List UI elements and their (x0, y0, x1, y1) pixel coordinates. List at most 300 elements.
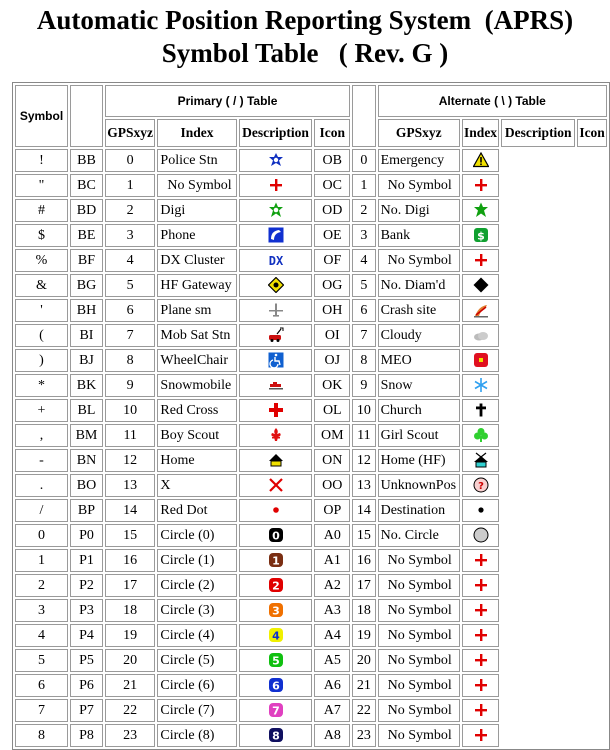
primary-description-cell: HF Gateway (157, 274, 236, 297)
alternate-description-cell: No Symbol (378, 624, 460, 647)
primary-description-cell: Circle (8) (157, 724, 236, 747)
primary-gpsxyz-cell: P6 (70, 674, 103, 697)
symbol-cell: 4 (15, 624, 68, 647)
primary-icon-cell (239, 674, 313, 697)
alternate-icon-cell (462, 399, 499, 422)
emergency-icon (473, 152, 489, 168)
alternate-index-cell: 15 (352, 524, 375, 547)
title-line-1: Automatic Position Reporting System (APRS) (36, 5, 574, 35)
alternate-index-cell: 14 (352, 499, 375, 522)
circle-8-icon (268, 727, 284, 743)
table-row (15, 524, 607, 547)
wheelchair-icon (268, 352, 284, 368)
symbol-cell: ! (15, 149, 68, 172)
table-row (15, 449, 607, 472)
symbol-cell: 5 (15, 649, 68, 672)
primary-index-cell: 21 (105, 674, 155, 697)
header-alternate-description: Description (501, 119, 575, 147)
primary-index-cell: 23 (105, 724, 155, 747)
alternate-description-cell: No Symbol (378, 599, 460, 622)
alternate-index-cell: 22 (352, 699, 375, 722)
alternate-icon-cell (462, 624, 499, 647)
snowmobile-icon (268, 377, 284, 393)
primary-gpsxyz-cell: P2 (70, 574, 103, 597)
alternate-index-cell: 17 (352, 574, 375, 597)
primary-gpsxyz-cell: BG (70, 274, 103, 297)
table-row (15, 549, 607, 572)
alternate-icon-cell (462, 449, 499, 472)
table-row (15, 299, 607, 322)
table-row (15, 224, 607, 247)
table-row (15, 274, 607, 297)
primary-description-cell: Plane sm (157, 299, 236, 322)
alternate-icon-cell (462, 674, 499, 697)
primary-gpsxyz-cell: P4 (70, 624, 103, 647)
alternate-gpsxyz-cell: A3 (314, 599, 350, 622)
snow-icon (473, 377, 489, 393)
table-row (15, 374, 607, 397)
circle-0-icon (268, 527, 284, 543)
primary-index-cell: 18 (105, 599, 155, 622)
primary-gpsxyz-cell: P5 (70, 649, 103, 672)
alternate-description-cell: Crash site (378, 299, 460, 322)
alternate-gpsxyz-cell: OL (314, 399, 350, 422)
alternate-icon-cell (462, 599, 499, 622)
primary-gpsxyz-cell: P8 (70, 724, 103, 747)
primary-description-cell: No Symbol (157, 174, 236, 197)
table-row (15, 724, 607, 747)
table-row (15, 499, 607, 522)
page-title (0, 0, 610, 70)
primary-icon-cell (239, 174, 313, 197)
primary-index-cell: 3 (105, 224, 155, 247)
alternate-icon-cell (462, 349, 499, 372)
primary-index-cell: 19 (105, 624, 155, 647)
alternate-index-cell: 18 (352, 599, 375, 622)
alternate-gpsxyz-cell: OJ (314, 349, 350, 372)
svg-text:4: 4 (271, 629, 280, 643)
primary-index-cell: 5 (105, 274, 155, 297)
primary-icon-cell (239, 224, 313, 247)
primary-index-cell: 11 (105, 424, 155, 447)
alternate-description-cell: Bank (378, 224, 460, 247)
primary-index-cell: 0 (105, 149, 155, 172)
alternate-gpsxyz-cell: A6 (314, 674, 350, 697)
primary-index-cell: 10 (105, 399, 155, 422)
alternate-gpsxyz-cell: A7 (314, 699, 350, 722)
alternate-index-cell: 21 (352, 674, 375, 697)
primary-description-cell: Red Cross (157, 399, 236, 422)
primary-icon-cell (239, 449, 313, 472)
primary-icon-cell (239, 724, 313, 747)
alternate-index-cell: 7 (352, 324, 375, 347)
alternate-gpsxyz-cell: A8 (314, 724, 350, 747)
primary-gpsxyz-cell: BL (70, 399, 103, 422)
alternate-index-cell: 12 (352, 449, 375, 472)
primary-gpsxyz-cell: BF (70, 249, 103, 272)
alternate-icon-cell (462, 724, 499, 747)
police-station-icon (268, 152, 284, 168)
primary-icon-cell (239, 274, 313, 297)
primary-gpsxyz-cell: BH (70, 299, 103, 322)
table-row (15, 149, 607, 172)
primary-icon-cell (239, 649, 313, 672)
table-row (15, 174, 607, 197)
alternate-gpsxyz-cell: A4 (314, 624, 350, 647)
red-cross-icon (268, 402, 284, 418)
alternate-description-cell: Cloudy (378, 324, 460, 347)
primary-icon-cell (239, 149, 313, 172)
alternate-gpsxyz-cell: OP (314, 499, 350, 522)
primary-icon-cell (239, 499, 313, 522)
primary-gpsxyz-cell: BI (70, 324, 103, 347)
primary-description-cell: Red Dot (157, 499, 236, 522)
symbol-cell: , (15, 424, 68, 447)
header-alternate-table: Alternate ( \ ) Table (378, 85, 607, 117)
table-row (15, 699, 607, 722)
no-symbol-icon (473, 552, 489, 568)
alternate-description-cell: MEO (378, 349, 460, 372)
svg-text:$: $ (476, 229, 485, 243)
alternate-index-cell: 1 (352, 174, 375, 197)
primary-description-cell: Police Stn (157, 149, 236, 172)
no-symbol-icon (473, 627, 489, 643)
primary-gpsxyz-cell: BM (70, 424, 103, 447)
symbol-cell: & (15, 274, 68, 297)
table-row (15, 649, 607, 672)
no-symbol-icon (473, 677, 489, 693)
symbol-cell: ) (15, 349, 68, 372)
diamond-icon (473, 277, 489, 293)
svg-text:7: 7 (271, 704, 280, 718)
svg-text:5: 5 (271, 654, 280, 668)
primary-description-cell: Circle (2) (157, 574, 236, 597)
alternate-index-cell: 23 (352, 724, 375, 747)
mobile-satellite-icon (268, 327, 284, 343)
home-icon (268, 452, 284, 468)
symbol-cell: * (15, 374, 68, 397)
symbol-cell: 6 (15, 674, 68, 697)
header-primary-table: Primary ( / ) Table (105, 85, 350, 117)
table-row (15, 349, 607, 372)
symbol-table-container (12, 82, 610, 750)
header-primary-icon: Icon (314, 119, 350, 147)
primary-index-cell: 2 (105, 199, 155, 222)
no-symbol-icon (473, 177, 489, 193)
bank-icon (473, 227, 489, 243)
table-row (15, 574, 607, 597)
alternate-gpsxyz-cell: OM (314, 424, 350, 447)
primary-gpsxyz-cell: P3 (70, 599, 103, 622)
table-row (15, 199, 607, 222)
no-symbol-icon (473, 702, 489, 718)
alternate-index-cell: 0 (352, 149, 375, 172)
alternate-gpsxyz-cell: ON (314, 449, 350, 472)
phone-icon (268, 227, 284, 243)
alternate-index-cell: 4 (352, 249, 375, 272)
alternate-description-cell: No. Digi (378, 199, 460, 222)
alternate-icon-cell (462, 324, 499, 347)
symbol-cell: - (15, 449, 68, 472)
primary-description-cell: Circle (4) (157, 624, 236, 647)
no-symbol-icon (268, 177, 284, 193)
primary-description-cell: WheelChair (157, 349, 236, 372)
alternate-gpsxyz-cell: OD (314, 199, 350, 222)
alternate-icon-cell (462, 224, 499, 247)
table-row (15, 474, 607, 497)
header-primary-description: Description (239, 119, 313, 147)
alternate-icon-cell (462, 374, 499, 397)
primary-gpsxyz-cell: BK (70, 374, 103, 397)
alternate-icon-cell (462, 574, 499, 597)
alternate-description-cell: No Symbol (378, 549, 460, 572)
alternate-description-cell: Destination (378, 499, 460, 522)
alternate-icon-cell (462, 649, 499, 672)
meo-icon (473, 352, 489, 368)
symbol-cell: % (15, 249, 68, 272)
alternate-gpsxyz-cell: OF (314, 249, 350, 272)
symbol-cell: . (15, 474, 68, 497)
alternate-description-cell: No. Diam'd (378, 274, 460, 297)
primary-icon-cell (239, 599, 313, 622)
primary-description-cell: Circle (7) (157, 699, 236, 722)
symbol-cell: 0 (15, 524, 68, 547)
alternate-description-cell: Home (HF) (378, 449, 460, 472)
no-digi-icon (473, 202, 489, 218)
primary-index-cell: 7 (105, 324, 155, 347)
alternate-description-cell: Snow (378, 374, 460, 397)
primary-index-cell: 4 (105, 249, 155, 272)
alternate-gpsxyz-cell: OH (314, 299, 350, 322)
circle-6-icon (268, 677, 284, 693)
table-row (15, 399, 607, 422)
primary-description-cell: X (157, 474, 236, 497)
table-row (15, 599, 607, 622)
primary-index-cell: 22 (105, 699, 155, 722)
table-row (15, 424, 607, 447)
alternate-gpsxyz-cell: OK (314, 374, 350, 397)
alternate-description-cell: Church (378, 399, 460, 422)
alternate-index-cell: 8 (352, 349, 375, 372)
alternate-gpsxyz-cell: A0 (314, 524, 350, 547)
boy-scout-icon (268, 427, 284, 443)
svg-text:3: 3 (271, 604, 280, 618)
primary-index-cell: 20 (105, 649, 155, 672)
header-alternate-index: Index (462, 119, 499, 147)
alternate-icon-cell (462, 299, 499, 322)
circle-5-icon (268, 652, 284, 668)
alternate-description-cell: Emergency (378, 149, 460, 172)
alternate-description-cell: Girl Scout (378, 424, 460, 447)
dx-cluster-icon (268, 252, 284, 268)
primary-gpsxyz-cell: BP (70, 499, 103, 522)
symbol-cell: $ (15, 224, 68, 247)
alternate-index-cell: 2 (352, 199, 375, 222)
table-row (15, 674, 607, 697)
alternate-description-cell: No Symbol (378, 724, 460, 747)
alternate-index-cell: 13 (352, 474, 375, 497)
primary-description-cell: DX Cluster (157, 249, 236, 272)
primary-icon-cell (239, 349, 313, 372)
home-hf-icon (473, 452, 489, 468)
symbol-table-body (15, 149, 607, 747)
no-circle-icon (473, 527, 489, 543)
primary-description-cell: Circle (1) (157, 549, 236, 572)
primary-icon-cell (239, 699, 313, 722)
primary-icon-cell (239, 424, 313, 447)
alternate-gpsxyz-cell: OG (314, 274, 350, 297)
header-symbol: Symbol (15, 85, 68, 147)
primary-description-cell: Mob Sat Stn (157, 324, 236, 347)
symbol-cell: ( (15, 324, 68, 347)
primary-icon-cell (239, 474, 313, 497)
alternate-icon-cell (462, 524, 499, 547)
primary-description-cell: Circle (0) (157, 524, 236, 547)
alternate-index-cell: 16 (352, 549, 375, 572)
primary-gpsxyz-cell: BJ (70, 349, 103, 372)
alternate-gpsxyz-cell: OC (314, 174, 350, 197)
alternate-gpsxyz-cell: A1 (314, 549, 350, 572)
no-symbol-icon (473, 727, 489, 743)
alternate-gpsxyz-cell: A5 (314, 649, 350, 672)
primary-icon-cell (239, 324, 313, 347)
alternate-icon-cell (462, 249, 499, 272)
symbol-cell: " (15, 174, 68, 197)
svg-text:DX: DX (268, 254, 283, 269)
title-line-2: Symbol Table ( Rev. G ) (161, 38, 449, 68)
header-primary-index: Index (157, 119, 236, 147)
circle-2-icon (268, 577, 284, 593)
primary-icon-cell (239, 574, 313, 597)
svg-text:1: 1 (271, 554, 280, 568)
svg-text:6: 6 (271, 679, 280, 693)
digi-icon (268, 202, 284, 218)
svg-text:8: 8 (271, 729, 280, 743)
primary-index-cell: 17 (105, 574, 155, 597)
primary-icon-cell (239, 399, 313, 422)
primary-index-cell: 6 (105, 299, 155, 322)
symbol-cell: 2 (15, 574, 68, 597)
symbol-cell: # (15, 199, 68, 222)
primary-gpsxyz-cell: BO (70, 474, 103, 497)
alternate-index-cell: 5 (352, 274, 375, 297)
no-symbol-icon (473, 577, 489, 593)
destination-icon (473, 502, 489, 518)
primary-gpsxyz-cell: BC (70, 174, 103, 197)
alternate-gpsxyz-cell: A2 (314, 574, 350, 597)
alternate-gpsxyz-cell: OI (314, 324, 350, 347)
alternate-index-cell: 3 (352, 224, 375, 247)
primary-description-cell: Digi (157, 199, 236, 222)
alternate-icon-cell (462, 549, 499, 572)
alternate-index-cell: 19 (352, 624, 375, 647)
primary-gpsxyz-cell: BB (70, 149, 103, 172)
symbol-cell: / (15, 499, 68, 522)
no-symbol-icon (473, 652, 489, 668)
alternate-description-cell: No Symbol (378, 574, 460, 597)
alternate-icon-cell (462, 699, 499, 722)
alternate-icon-cell (462, 474, 499, 497)
primary-gpsxyz-cell: BD (70, 199, 103, 222)
svg-text:?: ? (477, 481, 484, 493)
alternate-gpsxyz-cell: OE (314, 224, 350, 247)
cloudy-icon (473, 327, 489, 343)
primary-index-cell: 14 (105, 499, 155, 522)
alternate-description-cell: UnknownPos (378, 474, 460, 497)
header-alternate-icon: Icon (577, 119, 607, 147)
primary-description-cell: Phone (157, 224, 236, 247)
red-dot-icon (268, 502, 284, 518)
header-primary-gpsxyz: GPSxyz (105, 119, 155, 147)
primary-index-cell: 12 (105, 449, 155, 472)
primary-index-cell: 13 (105, 474, 155, 497)
circle-4-icon (268, 627, 284, 643)
plane-icon (268, 302, 284, 318)
alternate-icon-cell (462, 499, 499, 522)
x-icon (268, 477, 284, 493)
primary-index-cell: 15 (105, 524, 155, 547)
primary-index-cell: 16 (105, 549, 155, 572)
header-alternate-gpsxyz: GPSxyz (378, 119, 460, 147)
primary-icon-cell (239, 249, 313, 272)
symbol-cell: 8 (15, 724, 68, 747)
primary-index-cell: 1 (105, 174, 155, 197)
primary-icon-cell (239, 299, 313, 322)
no-symbol-icon (473, 252, 489, 268)
primary-icon-cell (239, 549, 313, 572)
alternate-gpsxyz-cell: OO (314, 474, 350, 497)
primary-gpsxyz-cell: BN (70, 449, 103, 472)
alternate-icon-cell (462, 174, 499, 197)
crash-site-icon (473, 302, 489, 318)
primary-icon-cell (239, 374, 313, 397)
svg-text:0: 0 (271, 529, 280, 543)
alternate-description-cell: No Symbol (378, 674, 460, 697)
svg-text:2: 2 (271, 579, 280, 593)
circle-3-icon (268, 602, 284, 618)
primary-description-cell: Circle (3) (157, 599, 236, 622)
primary-gpsxyz-cell: P0 (70, 524, 103, 547)
alternate-index-cell: 10 (352, 399, 375, 422)
alternate-icon-cell (462, 199, 499, 222)
symbol-cell: ' (15, 299, 68, 322)
alternate-description-cell: No. Circle (378, 524, 460, 547)
primary-description-cell: Circle (5) (157, 649, 236, 672)
primary-description-cell: Home (157, 449, 236, 472)
primary-index-cell: 8 (105, 349, 155, 372)
primary-description-cell: Circle (6) (157, 674, 236, 697)
table-row (15, 624, 607, 647)
primary-icon-cell (239, 524, 313, 547)
alternate-index-cell: 11 (352, 424, 375, 447)
symbol-cell: 3 (15, 599, 68, 622)
alternate-index-cell: 6 (352, 299, 375, 322)
column-gap-left (70, 85, 103, 147)
unknown-position-icon (473, 477, 489, 493)
primary-description-cell: Snowmobile (157, 374, 236, 397)
primary-icon-cell (239, 624, 313, 647)
table-row (15, 324, 607, 347)
alternate-description-cell: No Symbol (378, 649, 460, 672)
girl-scout-icon (473, 427, 489, 443)
alternate-icon-cell (462, 274, 499, 297)
alternate-index-cell: 9 (352, 374, 375, 397)
alternate-description-cell: No Symbol (378, 174, 460, 197)
alternate-icon-cell (462, 149, 499, 172)
alternate-index-cell: 20 (352, 649, 375, 672)
circle-7-icon (268, 702, 284, 718)
primary-gpsxyz-cell: BE (70, 224, 103, 247)
